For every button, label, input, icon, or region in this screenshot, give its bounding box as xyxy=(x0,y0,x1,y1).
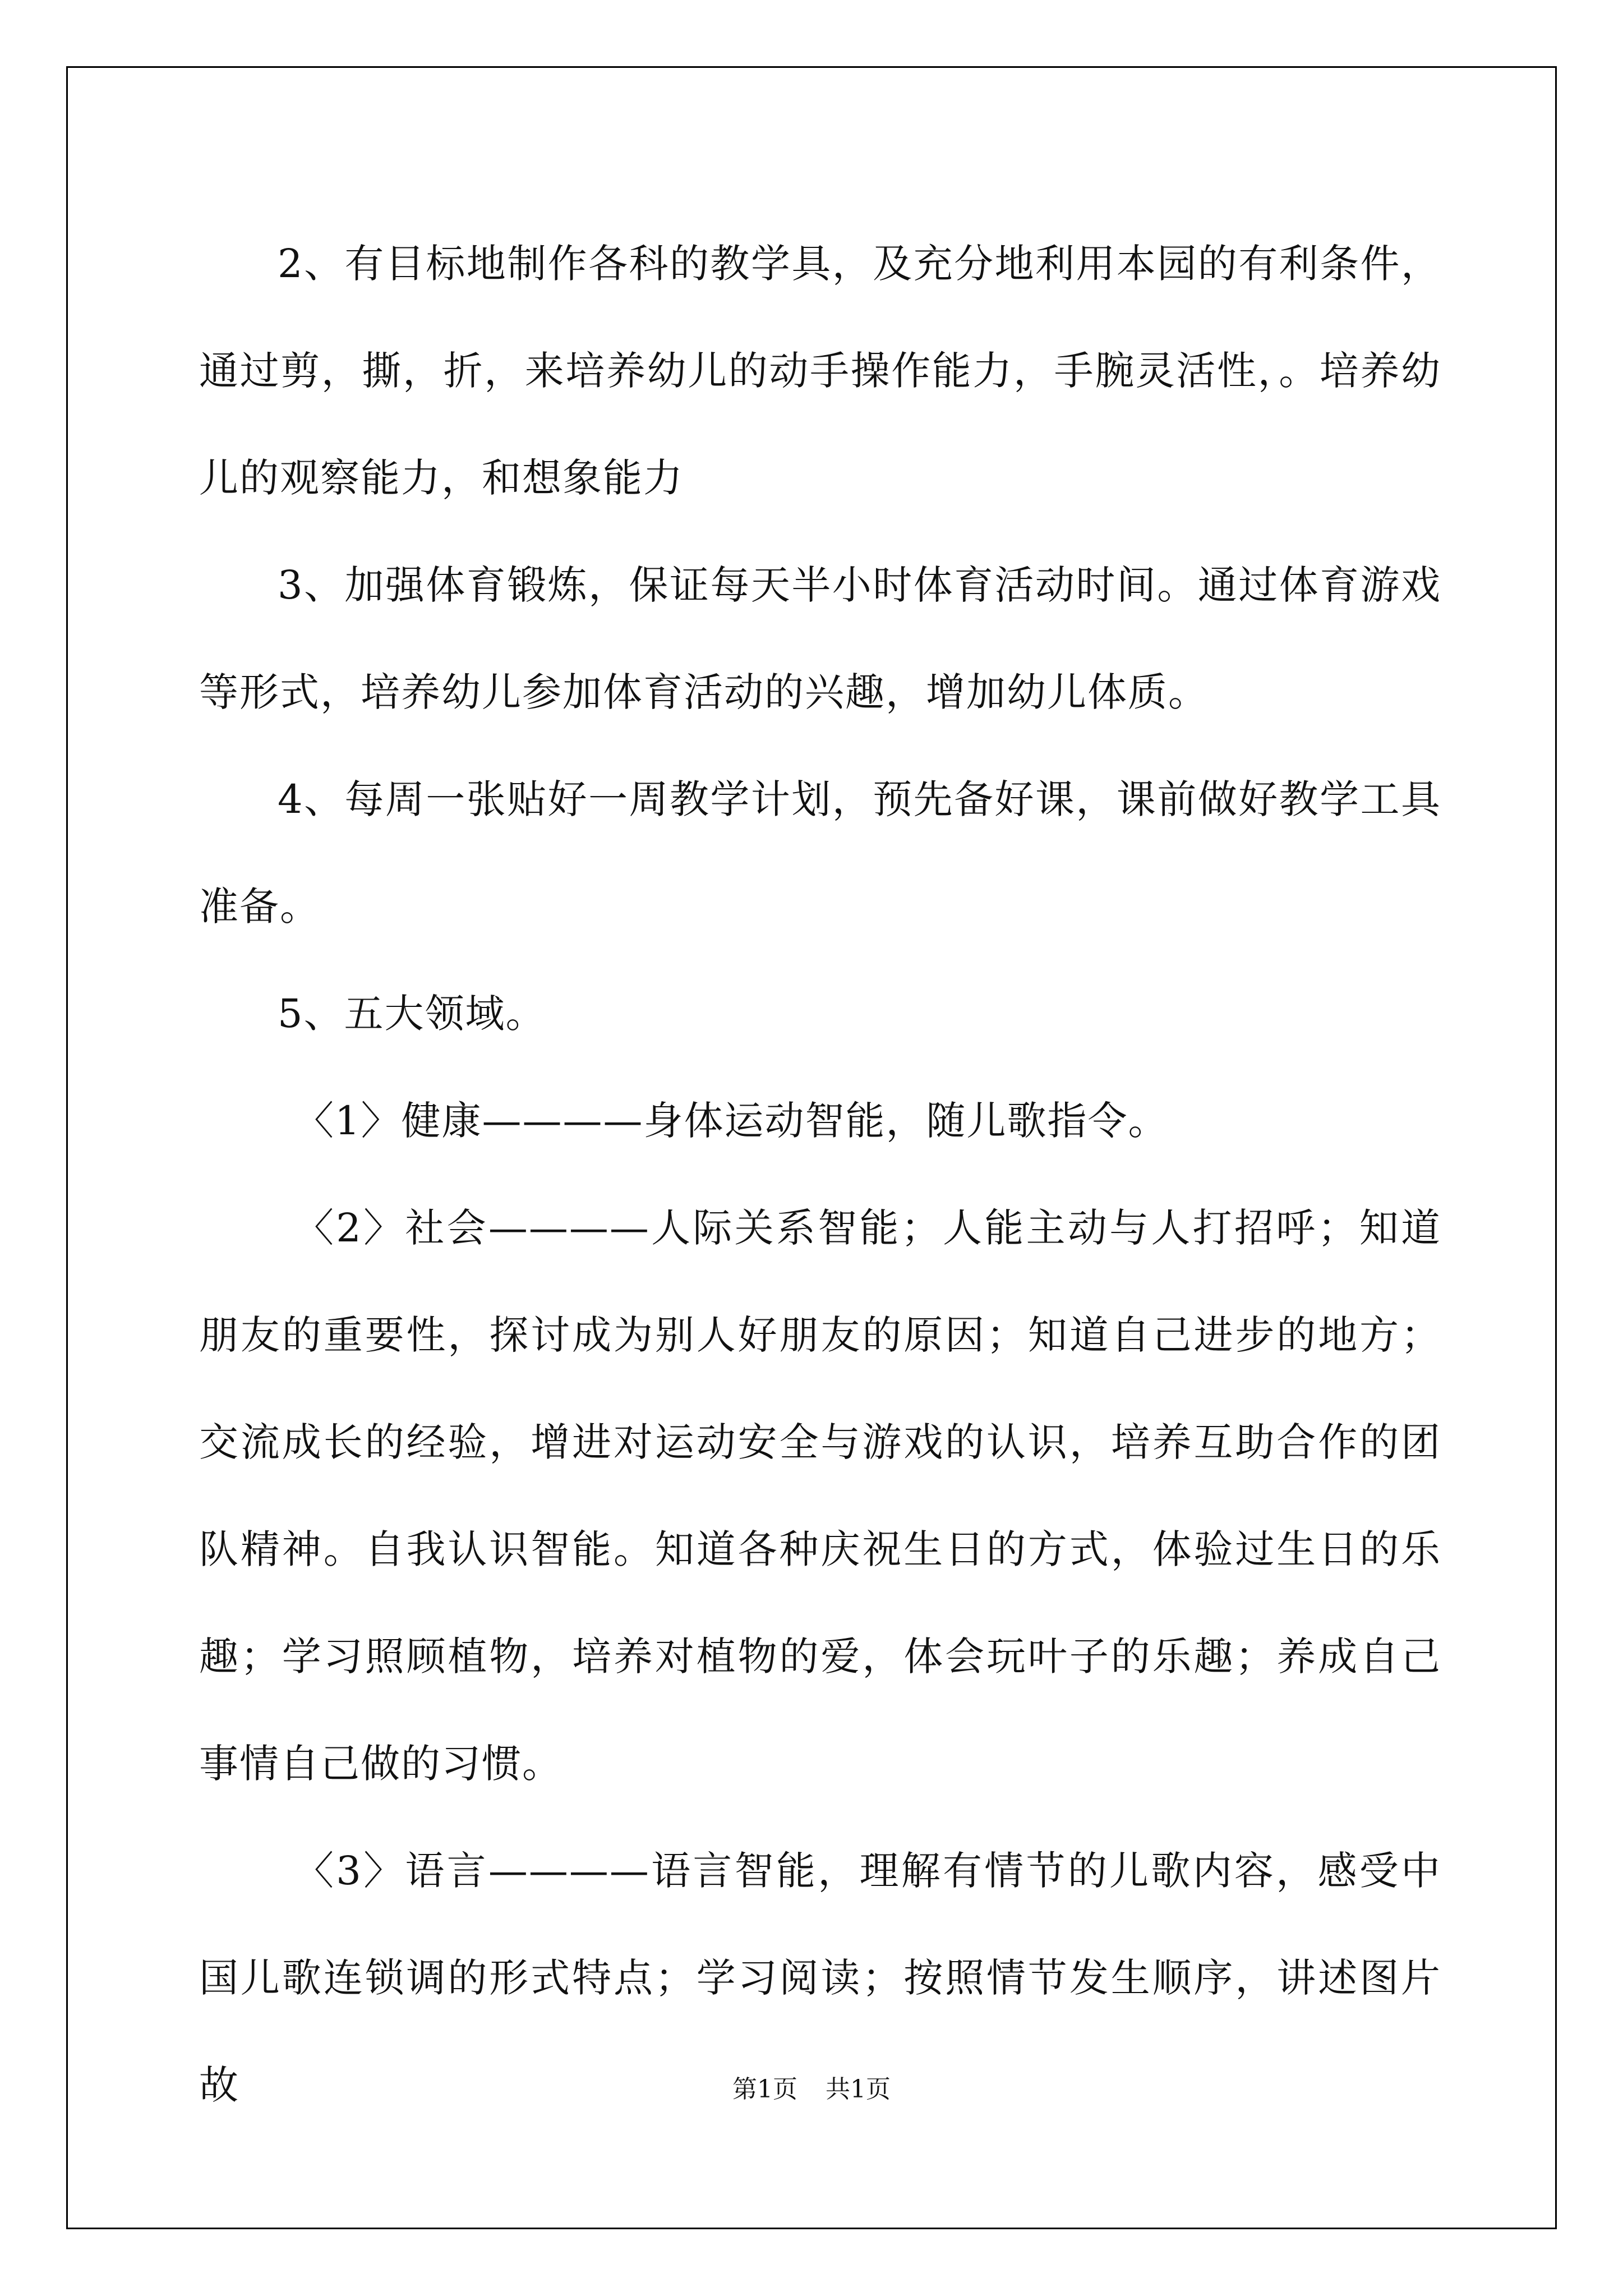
paragraph-3: 3、加强体育锻炼，保证每天半小时体育活动时间。通过体育游戏等形式，培养幼儿参加体育活动的兴趣，增加幼儿体质。 xyxy=(199,562,1441,715)
page-number: 第1页 xyxy=(732,2075,797,2104)
page-total: 共1页 xyxy=(826,2075,891,2104)
paragraph-4: 4、每周一张贴好一周教学计划，预先备好课，课前做好教学工具准备。 xyxy=(199,776,1441,930)
paragraph-health: 〈1〉健康————身体运动智能，随儿歌指令。 xyxy=(294,1098,1169,1144)
document-body xyxy=(199,210,1441,2139)
paragraph-2: 2、有目标地制作各科的教学具，及充分地利用本园的有利条件，通过剪，撕，折，来培养幼儿的动手操作能力，手腕灵活性，。培养幼儿的观察能力，和想象能力 xyxy=(199,241,1441,501)
page-footer xyxy=(0,2069,1623,2105)
paragraph-society: 〈2〉社会————人际关系智能；人能主动与人打招呼；知道朋友的重要性，探讨成为别人好朋友的原因；知道自己进步的地方；交流成长的经验，增进对运动安全与游戏的认识，培养互助合作的团队精神。自我认识智能。知道各种庆祝生日的方式，体验过生日的乐趣；学习照顾植物，培养对植物的爱，体会玩叶子的乐趣；养成自己事情自己做的习惯。 xyxy=(199,1205,1441,1787)
paragraph-language: 〈3〉语言————语言智能，理解有情节的儿歌内容，感受中国儿歌连锁调的形式特点；学习阅读；按照情节发生顺序，讲述图片故 xyxy=(199,1848,1441,2108)
paragraph-5: 5、五大领域。 xyxy=(278,991,546,1037)
